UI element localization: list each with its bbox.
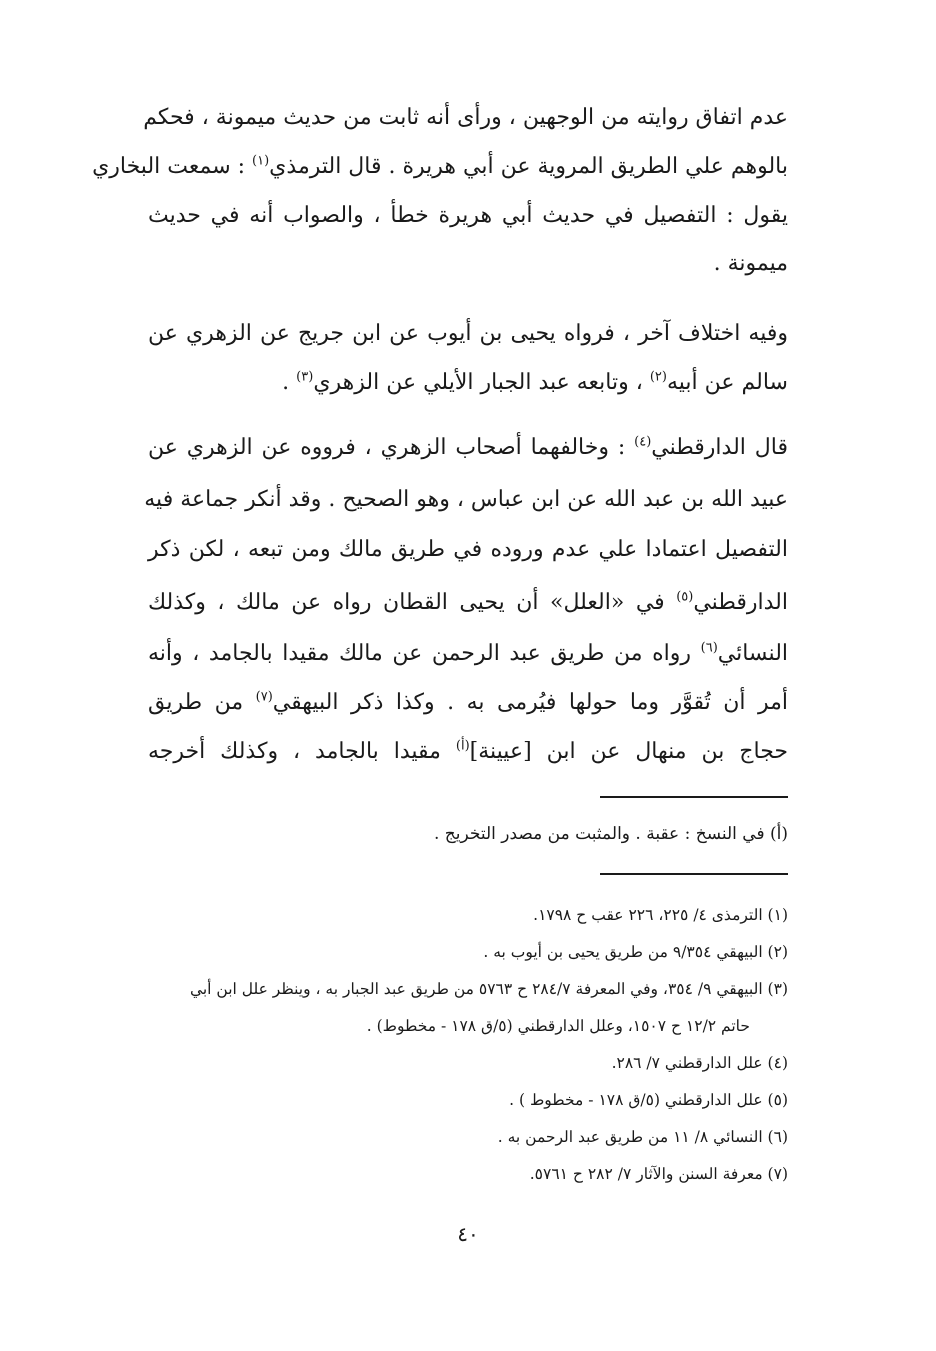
body-line-9: التفصيل اعتمادا علي عدم وروده في طريق مالك ومن تبعه ، لكن ذكر xyxy=(148,537,788,562)
body-line-10: الدارقطني$^{(٥)}$ في «العلل» أن يحيى القطان رواه عن مالك ، وكذلك xyxy=(148,589,788,615)
separator-rule-1 xyxy=(600,796,788,798)
footnote-marker-2[interactable]: (٢) xyxy=(649,369,667,385)
body-line-4: ميمونة . xyxy=(713,251,788,276)
footnote-3-continued: حاتم ١٢/٢ ح ١٥٠٧، وعلل الدارقطني (٥/ق ١٧٨ - مخطوط) . xyxy=(366,1017,750,1035)
separator-rule-2 xyxy=(600,873,788,875)
footnote-marker-7[interactable]: (٧) xyxy=(255,689,273,705)
footnote-1: (١) الترمذى ٤/ ٢٢٥، ٢٢٦ عقب ح ١٧٩٨. xyxy=(533,906,788,924)
body-line-5: وفيه اختلاف آخر ، فرواه يحيى بن أيوب عن ابن جريج عن الزهري عن xyxy=(148,321,788,346)
footnote-marker-6[interactable]: (٦) xyxy=(700,640,718,656)
footnote-marker-3[interactable]: (٣) xyxy=(296,369,314,385)
body-line-3: يقول : التفصيل في حديث أبي هريرة خطأ ، والصواب أنه في حديث xyxy=(148,203,788,228)
body-line-13: حجاج بن منهال عن ابن [عيينة]$^{(أ)}$ مقيدا بالجامد ، وكذلك أخرجه xyxy=(148,738,789,764)
footnote-marker-5[interactable]: (٥) xyxy=(676,589,694,605)
body-line-11: النسائي$^{(٦)}$ رواه من طريق عبد الرحمن عن مالك مقيدا بالجامد ، وأنه xyxy=(148,640,789,666)
body-line-7: قال الدارقطني$^{(٤)}$ : وخالفهما أصحاب الزهري ، فرووه عن الزهري عن xyxy=(148,434,788,460)
footnote-3: (٣) البيهقي ٩/ ٣٥٤، وفي المعرفة ٢٨٤/٧ ح ٥٧٦٣ من طريق عبد الجبار به ، وينظر علل ابن أبي xyxy=(189,980,788,998)
footnote-7: (٧) معرفة السنن والآثار ٧/ ٢٨٢ ح ٥٧٦١. xyxy=(529,1165,788,1183)
footnote-5: (٥) علل الدارقطني (٥/ق ١٧٨ - مخطوط ) . xyxy=(509,1091,788,1109)
footnote-2: (٢) البيهقي ٩/٣٥٤ من طريق يحيى بن أيوب به . xyxy=(483,943,788,961)
page-number: ٤٠ xyxy=(457,1222,479,1246)
body-line-1: عدم اتفاق روايته من الوجهين ، ورأى أنه ثابت من حديث ميمونة ، فحكم xyxy=(143,105,788,130)
body-line-8: عبيد الله بن عبد الله عن ابن عباس ، وهو الصحيح . وقد أنكر جماعة فيه xyxy=(144,487,788,512)
body-line-12: أمر أن تُقوَّر وما حولها فيُرمى به . وكذا ذكر البيهقي$^{(٧)}$ من طريق xyxy=(148,689,788,715)
body-line-2: بالوهم علي الطريق المروية عن أبي هريرة . قال الترمذي$^{(١)}$ : سمعت البخاري xyxy=(92,153,788,179)
footnote-marker-4[interactable]: (٤) xyxy=(634,434,652,450)
textual-note-marker[interactable]: (أ) xyxy=(455,738,470,754)
footnote-6: (٦) النسائي ٨/ ١١ من طريق عبد الرحمن به . xyxy=(497,1128,788,1146)
footnote-marker-1[interactable]: (١) xyxy=(252,153,270,169)
footnote-4: (٤) علل الدارقطني ٧/ ٢٨٦. xyxy=(611,1054,788,1072)
body-line-6: سالم عن أبيه$^{(٢)}$ ، وتابعه عبد الجبار الأيلي عن الزهري$^{(٣)}$ . xyxy=(282,369,788,395)
textual-note: (أ) في النسخ : عقبة . والمثبت من مصدر التخريج . xyxy=(433,824,788,844)
